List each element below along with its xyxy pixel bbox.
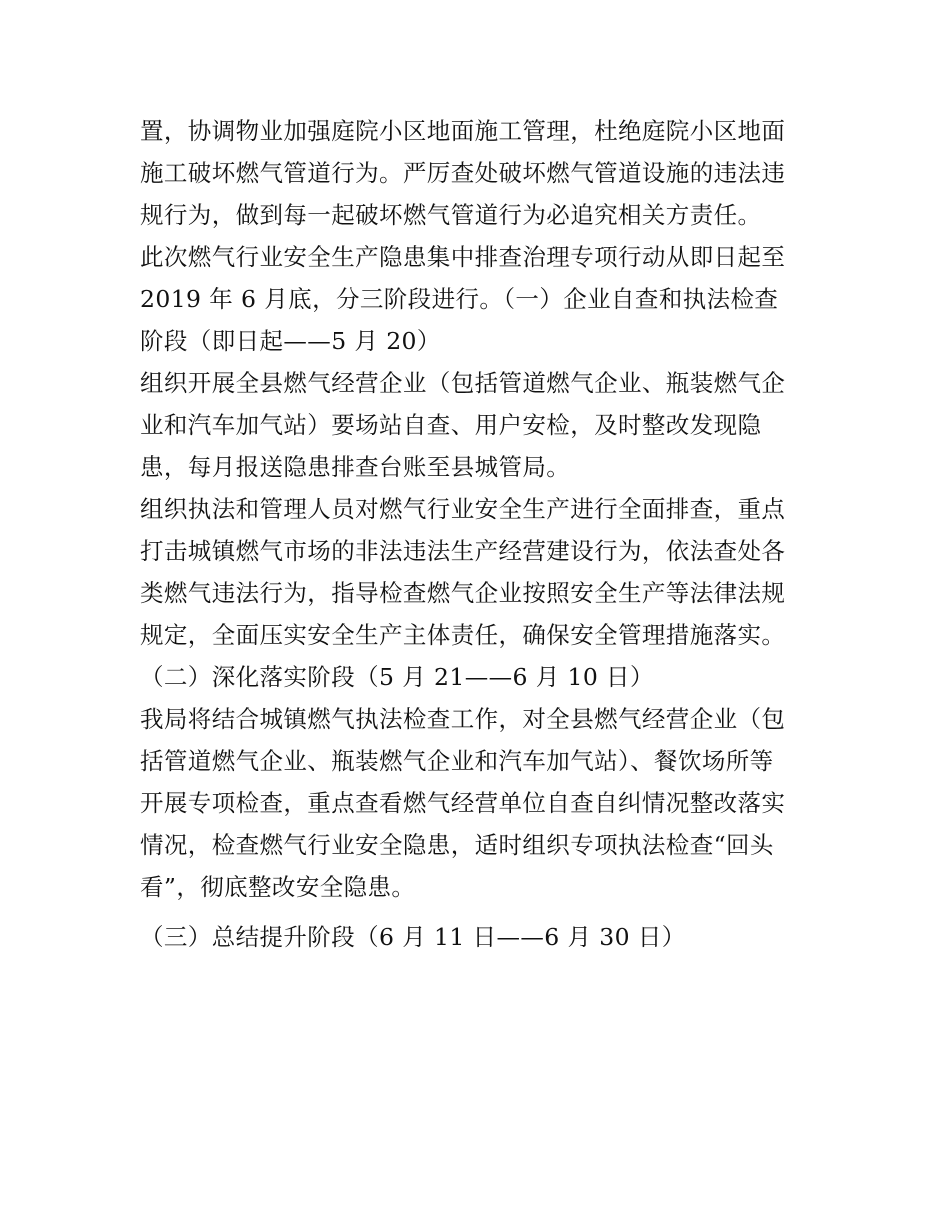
text-line: 看”，彻底整改安全隐患。 — [140, 873, 416, 901]
text-line: 患，每月报送隐患排查台账至县城管局。 — [140, 453, 571, 481]
text-line: 组织执法和管理人员对燃气行业安全生产进行全面排查，重点 — [140, 495, 786, 523]
text-line: 情况，检查燃气行业安全隐患，适时组织专项执法检查“回头 — [140, 831, 774, 859]
document-page — [140, 110, 812, 958]
section-heading: （三）总结提升阶段（6 月 11 日——6 月 30 日） — [140, 923, 686, 951]
text-line: 打击城镇燃气市场的非法违法生产经营建设行为，依法查处各 — [140, 537, 786, 565]
text-line: 规定，全面压实安全生产主体责任，确保安全管理措施落实。 — [140, 621, 786, 649]
text-line: 类燃气违法行为，指导检查燃气企业按照安全生产等法律法规 — [140, 579, 786, 607]
text-line: 组织开展全县燃气经营企业（包括管道燃气企业、瓶装燃气企 — [140, 369, 786, 397]
text-line: 施工破坏燃气管道行为。严厉查处破坏燃气管道设施的违法违 — [140, 159, 786, 187]
text-line: 业和汽车加气站）要场站自查、用户安检，及时整改发现隐 — [140, 411, 762, 439]
section-heading: （二）深化落实阶段（5 月 21——6 月 10 日） — [140, 663, 654, 691]
text-line: 开展专项检查，重点查看燃气经营单位自查自纠情况整改落实 — [140, 789, 786, 817]
text-line: 置，协调物业加强庭院小区地面施工管理，杜绝庭院小区地面 — [140, 117, 786, 145]
text-line: 2019 年 6 月底，分三阶段进行。（一）企业自查和执法检查 — [140, 285, 779, 313]
text-line: 我局将结合城镇燃气执法检查工作，对全县燃气经营企业（包 — [140, 705, 786, 733]
text-line: 规行为，做到每一起破坏燃气管道行为必追究相关方责任。 — [140, 201, 762, 229]
text-line: 此次燃气行业安全生产隐患集中排查治理专项行动从即日起至 — [140, 243, 786, 271]
text-line: 阶段（即日起——5 月 20） — [140, 327, 441, 355]
text-line: 括管道燃气企业、瓶装燃气企业和汽车加气站）、餐饮场所等 — [140, 747, 774, 775]
